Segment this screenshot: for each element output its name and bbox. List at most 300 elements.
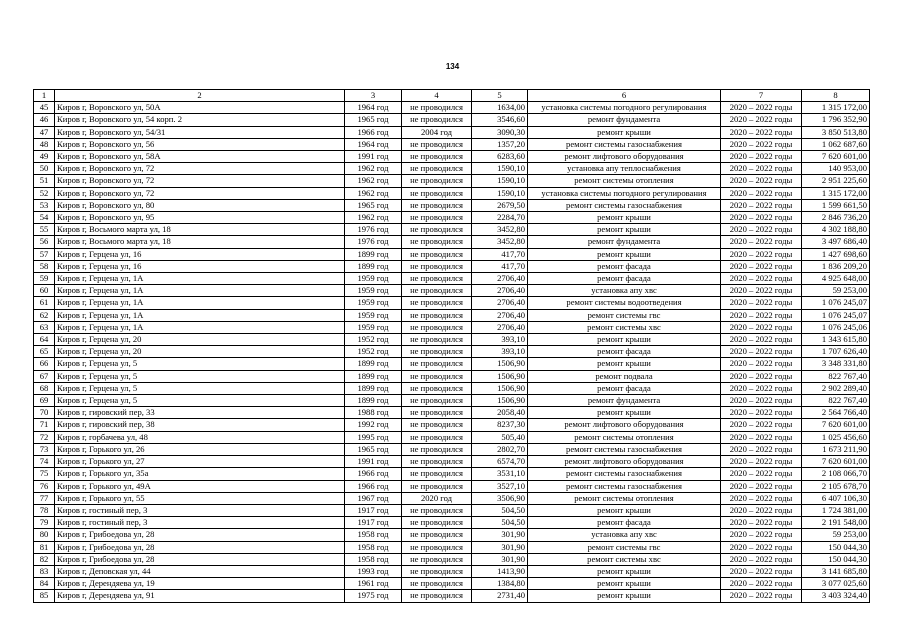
period-cell: 2020 – 2022 годы bbox=[721, 114, 802, 126]
column-header: 6 bbox=[528, 90, 721, 102]
work-type-cell: ремонт системы водоотведения bbox=[528, 297, 721, 309]
build-year-cell: 1991 год bbox=[345, 456, 402, 468]
table-row bbox=[34, 175, 870, 187]
work-type-cell: ремонт подвала bbox=[528, 370, 721, 382]
row-number-cell: 56 bbox=[34, 236, 55, 248]
column-header: 5 bbox=[472, 90, 528, 102]
cost-cell: 1 427 698,60 bbox=[802, 248, 870, 260]
cost-cell: 2 108 066,70 bbox=[802, 468, 870, 480]
work-type-cell: ремонт фундамента bbox=[528, 114, 721, 126]
area-cell: 504,50 bbox=[472, 517, 528, 529]
row-number-cell: 70 bbox=[34, 407, 55, 419]
last-repair-cell: не проводился bbox=[402, 541, 472, 553]
row-number-cell: 74 bbox=[34, 456, 55, 468]
address-cell: Киров г, Воровского ул, 50А bbox=[55, 102, 345, 114]
build-year-cell: 1976 год bbox=[345, 224, 402, 236]
period-cell: 2020 – 2022 годы bbox=[721, 480, 802, 492]
row-number-cell: 72 bbox=[34, 431, 55, 443]
work-type-cell: ремонт крыши bbox=[528, 565, 721, 577]
table-row bbox=[34, 419, 870, 431]
period-cell: 2020 – 2022 годы bbox=[721, 285, 802, 297]
build-year-cell: 1959 год bbox=[345, 297, 402, 309]
cost-cell: 6 407 106,30 bbox=[802, 492, 870, 504]
cost-cell: 1 076 245,07 bbox=[802, 309, 870, 321]
cost-cell: 1 025 456,60 bbox=[802, 431, 870, 443]
table-row bbox=[34, 492, 870, 504]
table-row bbox=[34, 382, 870, 394]
work-type-cell: ремонт крыши bbox=[528, 407, 721, 419]
address-cell: Киров г, Воровского ул, 54/31 bbox=[55, 126, 345, 138]
area-cell: 6283,60 bbox=[472, 151, 528, 163]
row-number-cell: 66 bbox=[34, 358, 55, 370]
area-cell: 1590,10 bbox=[472, 163, 528, 175]
build-year-cell: 1959 год bbox=[345, 321, 402, 333]
area-cell: 1384,80 bbox=[472, 578, 528, 590]
row-number-cell: 71 bbox=[34, 419, 55, 431]
table-row bbox=[34, 321, 870, 333]
row-number-cell: 78 bbox=[34, 504, 55, 516]
area-cell: 3090,30 bbox=[472, 126, 528, 138]
address-cell: Киров г, Горького ул, 27 bbox=[55, 456, 345, 468]
area-cell: 393,10 bbox=[472, 334, 528, 346]
build-year-cell: 1899 год bbox=[345, 358, 402, 370]
period-cell: 2020 – 2022 годы bbox=[721, 419, 802, 431]
area-cell: 1413,90 bbox=[472, 565, 528, 577]
work-type-cell: ремонт системы газоснабжения bbox=[528, 199, 721, 211]
cost-cell: 7 620 601,00 bbox=[802, 419, 870, 431]
row-number-cell: 61 bbox=[34, 297, 55, 309]
area-cell: 2706,40 bbox=[472, 273, 528, 285]
table-row bbox=[34, 126, 870, 138]
last-repair-cell: не проводился bbox=[402, 565, 472, 577]
period-cell: 2020 – 2022 годы bbox=[721, 321, 802, 333]
build-year-cell: 1899 год bbox=[345, 370, 402, 382]
column-header: 2 bbox=[55, 90, 345, 102]
cost-cell: 1 076 245,07 bbox=[802, 297, 870, 309]
row-number-cell: 55 bbox=[34, 224, 55, 236]
work-type-cell: ремонт системы гвс bbox=[528, 541, 721, 553]
area-cell: 3506,90 bbox=[472, 492, 528, 504]
row-number-cell: 80 bbox=[34, 529, 55, 541]
cost-cell: 2 951 225,60 bbox=[802, 175, 870, 187]
build-year-cell: 1964 год bbox=[345, 138, 402, 150]
area-cell: 2706,40 bbox=[472, 285, 528, 297]
area-cell: 2802,70 bbox=[472, 443, 528, 455]
area-cell: 1357,20 bbox=[472, 138, 528, 150]
area-cell: 8237,30 bbox=[472, 419, 528, 431]
address-cell: Киров г, горбачева ул, 48 bbox=[55, 431, 345, 443]
work-type-cell: ремонт лифтового оборудования bbox=[528, 419, 721, 431]
cost-cell: 150 044,30 bbox=[802, 553, 870, 565]
period-cell: 2020 – 2022 годы bbox=[721, 163, 802, 175]
cost-cell: 1 315 172,00 bbox=[802, 102, 870, 114]
build-year-cell: 1962 год bbox=[345, 187, 402, 199]
cost-cell: 4 925 648,00 bbox=[802, 273, 870, 285]
last-repair-cell: не проводился bbox=[402, 334, 472, 346]
address-cell: Киров г, Грибоедова ул, 28 bbox=[55, 553, 345, 565]
last-repair-cell: не проводился bbox=[402, 187, 472, 199]
area-cell: 1506,90 bbox=[472, 382, 528, 394]
table-row bbox=[34, 163, 870, 175]
table-row bbox=[34, 553, 870, 565]
work-type-cell: установка системы погодного регулирования bbox=[528, 187, 721, 199]
last-repair-cell: не проводился bbox=[402, 590, 472, 602]
area-cell: 3452,80 bbox=[472, 236, 528, 248]
period-cell: 2020 – 2022 годы bbox=[721, 346, 802, 358]
cost-cell: 1 062 687,60 bbox=[802, 138, 870, 150]
last-repair-cell: 2020 год bbox=[402, 492, 472, 504]
work-type-cell: ремонт лифтового оборудования bbox=[528, 151, 721, 163]
cost-cell: 59 253,00 bbox=[802, 285, 870, 297]
build-year-cell: 1959 год bbox=[345, 309, 402, 321]
work-type-cell: ремонт фасада bbox=[528, 273, 721, 285]
cost-cell: 2 105 678,70 bbox=[802, 480, 870, 492]
last-repair-cell: не проводился bbox=[402, 431, 472, 443]
period-cell: 2020 – 2022 годы bbox=[721, 199, 802, 211]
table-row bbox=[34, 224, 870, 236]
row-number-cell: 82 bbox=[34, 553, 55, 565]
table-row bbox=[34, 578, 870, 590]
build-year-cell: 1992 год bbox=[345, 419, 402, 431]
period-cell: 2020 – 2022 годы bbox=[721, 187, 802, 199]
address-cell: Киров г, Грибоедова ул, 28 bbox=[55, 529, 345, 541]
last-repair-cell: не проводился bbox=[402, 370, 472, 382]
address-cell: Киров г, Воровского ул, 95 bbox=[55, 212, 345, 224]
address-cell: Киров г, Герцена ул, 5 bbox=[55, 358, 345, 370]
row-number-cell: 79 bbox=[34, 517, 55, 529]
cost-cell: 1 707 626,40 bbox=[802, 346, 870, 358]
table-row bbox=[34, 273, 870, 285]
last-repair-cell: не проводился bbox=[402, 529, 472, 541]
address-cell: Киров г, Герцена ул, 1А bbox=[55, 309, 345, 321]
table-row bbox=[34, 114, 870, 126]
period-cell: 2020 – 2022 годы bbox=[721, 102, 802, 114]
table-body bbox=[34, 102, 870, 602]
period-cell: 2020 – 2022 годы bbox=[721, 407, 802, 419]
work-type-cell: ремонт крыши bbox=[528, 126, 721, 138]
cost-cell: 1 836 209,20 bbox=[802, 260, 870, 272]
cost-cell: 1 796 352,90 bbox=[802, 114, 870, 126]
address-cell: Киров г, Герцена ул, 5 bbox=[55, 370, 345, 382]
area-cell: 1506,90 bbox=[472, 358, 528, 370]
period-cell: 2020 – 2022 годы bbox=[721, 504, 802, 516]
build-year-cell: 1899 год bbox=[345, 382, 402, 394]
cost-cell: 3 077 025,60 bbox=[802, 578, 870, 590]
repair-program-table bbox=[33, 89, 870, 603]
work-type-cell: ремонт системы хвс bbox=[528, 553, 721, 565]
last-repair-cell: не проводился bbox=[402, 224, 472, 236]
last-repair-cell: не проводился bbox=[402, 297, 472, 309]
work-type-cell: ремонт крыши bbox=[528, 224, 721, 236]
build-year-cell: 1962 год bbox=[345, 212, 402, 224]
address-cell: Киров г, Герцена ул, 20 bbox=[55, 346, 345, 358]
cost-cell: 3 348 331,80 bbox=[802, 358, 870, 370]
table-row bbox=[34, 212, 870, 224]
address-cell: Киров г, гировский пер, 38 bbox=[55, 419, 345, 431]
cost-cell: 3 141 685,80 bbox=[802, 565, 870, 577]
build-year-cell: 1975 год bbox=[345, 590, 402, 602]
area-cell: 504,50 bbox=[472, 504, 528, 516]
row-number-cell: 49 bbox=[34, 151, 55, 163]
row-number-cell: 68 bbox=[34, 382, 55, 394]
address-cell: Киров г, Воровского ул, 54 корп. 2 bbox=[55, 114, 345, 126]
period-cell: 2020 – 2022 годы bbox=[721, 443, 802, 455]
period-cell: 2020 – 2022 годы bbox=[721, 541, 802, 553]
area-cell: 3527,10 bbox=[472, 480, 528, 492]
work-type-cell: ремонт крыши bbox=[528, 212, 721, 224]
address-cell: Киров г, гостиный пер, 3 bbox=[55, 517, 345, 529]
address-cell: Киров г, Герцена ул, 16 bbox=[55, 260, 345, 272]
area-cell: 1590,10 bbox=[472, 187, 528, 199]
table-row bbox=[34, 480, 870, 492]
last-repair-cell: не проводился bbox=[402, 260, 472, 272]
table-row bbox=[34, 187, 870, 199]
address-cell: Киров г, Восьмого марта ул, 18 bbox=[55, 224, 345, 236]
column-header: 4 bbox=[402, 90, 472, 102]
address-cell: Киров г, гостиный пер, 3 bbox=[55, 504, 345, 516]
cost-cell: 2 564 766,40 bbox=[802, 407, 870, 419]
address-cell: Киров г, Воровского ул, 58А bbox=[55, 151, 345, 163]
build-year-cell: 1959 год bbox=[345, 273, 402, 285]
row-number-cell: 77 bbox=[34, 492, 55, 504]
period-cell: 2020 – 2022 годы bbox=[721, 273, 802, 285]
cost-cell: 59 253,00 bbox=[802, 529, 870, 541]
table-row bbox=[34, 334, 870, 346]
table-row bbox=[34, 431, 870, 443]
period-cell: 2020 – 2022 годы bbox=[721, 248, 802, 260]
build-year-cell: 1958 год bbox=[345, 541, 402, 553]
build-year-cell: 1967 год bbox=[345, 492, 402, 504]
table-row bbox=[34, 541, 870, 553]
last-repair-cell: не проводился bbox=[402, 346, 472, 358]
cost-cell: 1 343 615,80 bbox=[802, 334, 870, 346]
period-cell: 2020 – 2022 годы bbox=[721, 456, 802, 468]
cost-cell: 4 302 188,80 bbox=[802, 224, 870, 236]
address-cell: Киров г, Воровского ул, 72 bbox=[55, 163, 345, 175]
build-year-cell: 1958 год bbox=[345, 553, 402, 565]
address-cell: Киров г, Герцена ул, 16 bbox=[55, 248, 345, 260]
work-type-cell: установка апу хвс bbox=[528, 285, 721, 297]
work-type-cell: ремонт крыши bbox=[528, 590, 721, 602]
last-repair-cell: не проводился bbox=[402, 114, 472, 126]
last-repair-cell: не проводился bbox=[402, 517, 472, 529]
row-number-cell: 50 bbox=[34, 163, 55, 175]
row-number-cell: 69 bbox=[34, 395, 55, 407]
build-year-cell: 1958 год bbox=[345, 529, 402, 541]
column-header: 1 bbox=[34, 90, 55, 102]
period-cell: 2020 – 2022 годы bbox=[721, 236, 802, 248]
last-repair-cell: не проводился bbox=[402, 321, 472, 333]
area-cell: 417,70 bbox=[472, 248, 528, 260]
last-repair-cell: не проводился bbox=[402, 456, 472, 468]
row-number-cell: 65 bbox=[34, 346, 55, 358]
build-year-cell: 1952 год bbox=[345, 346, 402, 358]
period-cell: 2020 – 2022 годы bbox=[721, 382, 802, 394]
build-year-cell: 1991 год bbox=[345, 151, 402, 163]
table-header-row bbox=[34, 90, 870, 102]
last-repair-cell: не проводился bbox=[402, 175, 472, 187]
last-repair-cell: не проводился bbox=[402, 419, 472, 431]
cost-cell: 1 673 211,90 bbox=[802, 443, 870, 455]
table-row bbox=[34, 260, 870, 272]
period-cell: 2020 – 2022 годы bbox=[721, 517, 802, 529]
address-cell: Киров г, Деповская ул, 44 bbox=[55, 565, 345, 577]
period-cell: 2020 – 2022 годы bbox=[721, 309, 802, 321]
row-number-cell: 46 bbox=[34, 114, 55, 126]
row-number-cell: 75 bbox=[34, 468, 55, 480]
address-cell: Киров г, Герцена ул, 5 bbox=[55, 395, 345, 407]
build-year-cell: 1899 год bbox=[345, 248, 402, 260]
work-type-cell: ремонт крыши bbox=[528, 504, 721, 516]
row-number-cell: 81 bbox=[34, 541, 55, 553]
cost-cell: 7 620 601,00 bbox=[802, 151, 870, 163]
address-cell: Киров г, Восьмого марта ул, 18 bbox=[55, 236, 345, 248]
build-year-cell: 1962 год bbox=[345, 163, 402, 175]
cost-cell: 150 044,30 bbox=[802, 541, 870, 553]
build-year-cell: 1993 год bbox=[345, 565, 402, 577]
table-row bbox=[34, 248, 870, 260]
table-row bbox=[34, 285, 870, 297]
work-type-cell: ремонт системы гвс bbox=[528, 309, 721, 321]
last-repair-cell: не проводился bbox=[402, 309, 472, 321]
table-row bbox=[34, 456, 870, 468]
period-cell: 2020 – 2022 годы bbox=[721, 175, 802, 187]
period-cell: 2020 – 2022 годы bbox=[721, 224, 802, 236]
work-type-cell: ремонт системы отопления bbox=[528, 492, 721, 504]
work-type-cell: установка апу теплоснабжения bbox=[528, 163, 721, 175]
last-repair-cell: не проводился bbox=[402, 504, 472, 516]
table-row bbox=[34, 370, 870, 382]
build-year-cell: 1961 год bbox=[345, 578, 402, 590]
build-year-cell: 1962 год bbox=[345, 175, 402, 187]
period-cell: 2020 – 2022 годы bbox=[721, 334, 802, 346]
work-type-cell: ремонт системы газоснабжения bbox=[528, 468, 721, 480]
period-cell: 2020 – 2022 годы bbox=[721, 529, 802, 541]
work-type-cell: ремонт крыши bbox=[528, 334, 721, 346]
cost-cell: 3 497 686,40 bbox=[802, 236, 870, 248]
work-type-cell: ремонт системы отопления bbox=[528, 175, 721, 187]
area-cell: 6574,70 bbox=[472, 456, 528, 468]
cost-cell: 1 599 661,50 bbox=[802, 199, 870, 211]
address-cell: Киров г, Воровского ул, 72 bbox=[55, 175, 345, 187]
work-type-cell: ремонт фасада bbox=[528, 517, 721, 529]
cost-cell: 3 850 513,80 bbox=[802, 126, 870, 138]
work-type-cell: ремонт системы отопления bbox=[528, 431, 721, 443]
area-cell: 505,40 bbox=[472, 431, 528, 443]
row-number-cell: 63 bbox=[34, 321, 55, 333]
row-number-cell: 76 bbox=[34, 480, 55, 492]
cost-cell: 7 620 601,00 bbox=[802, 456, 870, 468]
table-row bbox=[34, 504, 870, 516]
area-cell: 1506,90 bbox=[472, 370, 528, 382]
area-cell: 301,90 bbox=[472, 529, 528, 541]
build-year-cell: 1995 год bbox=[345, 431, 402, 443]
last-repair-cell: не проводился bbox=[402, 382, 472, 394]
area-cell: 3531,10 bbox=[472, 468, 528, 480]
build-year-cell: 1966 год bbox=[345, 126, 402, 138]
work-type-cell: ремонт лифтового оборудования bbox=[528, 456, 721, 468]
address-cell: Киров г, Дерендяева ул, 91 bbox=[55, 590, 345, 602]
address-cell: Киров г, Горького ул, 55 bbox=[55, 492, 345, 504]
address-cell: Киров г, Грибоедова ул, 28 bbox=[55, 541, 345, 553]
cost-cell: 2 902 289,40 bbox=[802, 382, 870, 394]
table-row bbox=[34, 297, 870, 309]
last-repair-cell: 2004 год bbox=[402, 126, 472, 138]
address-cell: Киров г, Герцена ул, 5 bbox=[55, 382, 345, 394]
last-repair-cell: не проводился bbox=[402, 578, 472, 590]
last-repair-cell: не проводился bbox=[402, 212, 472, 224]
row-number-cell: 54 bbox=[34, 212, 55, 224]
build-year-cell: 1917 год bbox=[345, 517, 402, 529]
row-number-cell: 48 bbox=[34, 138, 55, 150]
period-cell: 2020 – 2022 годы bbox=[721, 590, 802, 602]
build-year-cell: 1965 год bbox=[345, 443, 402, 455]
last-repair-cell: не проводился bbox=[402, 443, 472, 455]
build-year-cell: 1976 год bbox=[345, 236, 402, 248]
last-repair-cell: не проводился bbox=[402, 468, 472, 480]
area-cell: 301,90 bbox=[472, 553, 528, 565]
area-cell: 2284,70 bbox=[472, 212, 528, 224]
last-repair-cell: не проводился bbox=[402, 285, 472, 297]
work-type-cell: ремонт системы газоснабжения bbox=[528, 443, 721, 455]
work-type-cell: ремонт системы газоснабжения bbox=[528, 138, 721, 150]
period-cell: 2020 – 2022 годы bbox=[721, 358, 802, 370]
row-number-cell: 67 bbox=[34, 370, 55, 382]
area-cell: 393,10 bbox=[472, 346, 528, 358]
period-cell: 2020 – 2022 годы bbox=[721, 395, 802, 407]
last-repair-cell: не проводился bbox=[402, 102, 472, 114]
work-type-cell: установка системы погодного регулирования bbox=[528, 102, 721, 114]
table-row bbox=[34, 407, 870, 419]
last-repair-cell: не проводился bbox=[402, 138, 472, 150]
area-cell: 2731,40 bbox=[472, 590, 528, 602]
row-number-cell: 52 bbox=[34, 187, 55, 199]
cost-cell: 822 767,40 bbox=[802, 370, 870, 382]
table-row bbox=[34, 468, 870, 480]
address-cell: Киров г, Горького ул, 26 bbox=[55, 443, 345, 455]
table-row bbox=[34, 199, 870, 211]
column-header: 3 bbox=[345, 90, 402, 102]
area-cell: 2706,40 bbox=[472, 297, 528, 309]
last-repair-cell: не проводился bbox=[402, 273, 472, 285]
build-year-cell: 1964 год bbox=[345, 102, 402, 114]
area-cell: 2706,40 bbox=[472, 309, 528, 321]
period-cell: 2020 – 2022 годы bbox=[721, 370, 802, 382]
cost-cell: 2 846 736,20 bbox=[802, 212, 870, 224]
row-number-cell: 47 bbox=[34, 126, 55, 138]
build-year-cell: 1965 год bbox=[345, 199, 402, 211]
area-cell: 1506,90 bbox=[472, 395, 528, 407]
build-year-cell: 1966 год bbox=[345, 468, 402, 480]
column-header: 7 bbox=[721, 90, 802, 102]
period-cell: 2020 – 2022 годы bbox=[721, 212, 802, 224]
table-row bbox=[34, 358, 870, 370]
build-year-cell: 1899 год bbox=[345, 260, 402, 272]
last-repair-cell: не проводился bbox=[402, 407, 472, 419]
table-row bbox=[34, 517, 870, 529]
cost-cell: 1 315 172,00 bbox=[802, 187, 870, 199]
table-row bbox=[34, 443, 870, 455]
area-cell: 1634,00 bbox=[472, 102, 528, 114]
build-year-cell: 1959 год bbox=[345, 285, 402, 297]
build-year-cell: 1988 год bbox=[345, 407, 402, 419]
period-cell: 2020 – 2022 годы bbox=[721, 138, 802, 150]
cost-cell: 2 191 548,00 bbox=[802, 517, 870, 529]
work-type-cell: ремонт крыши bbox=[528, 578, 721, 590]
table-row bbox=[34, 565, 870, 577]
table-row bbox=[34, 346, 870, 358]
area-cell: 417,70 bbox=[472, 260, 528, 272]
